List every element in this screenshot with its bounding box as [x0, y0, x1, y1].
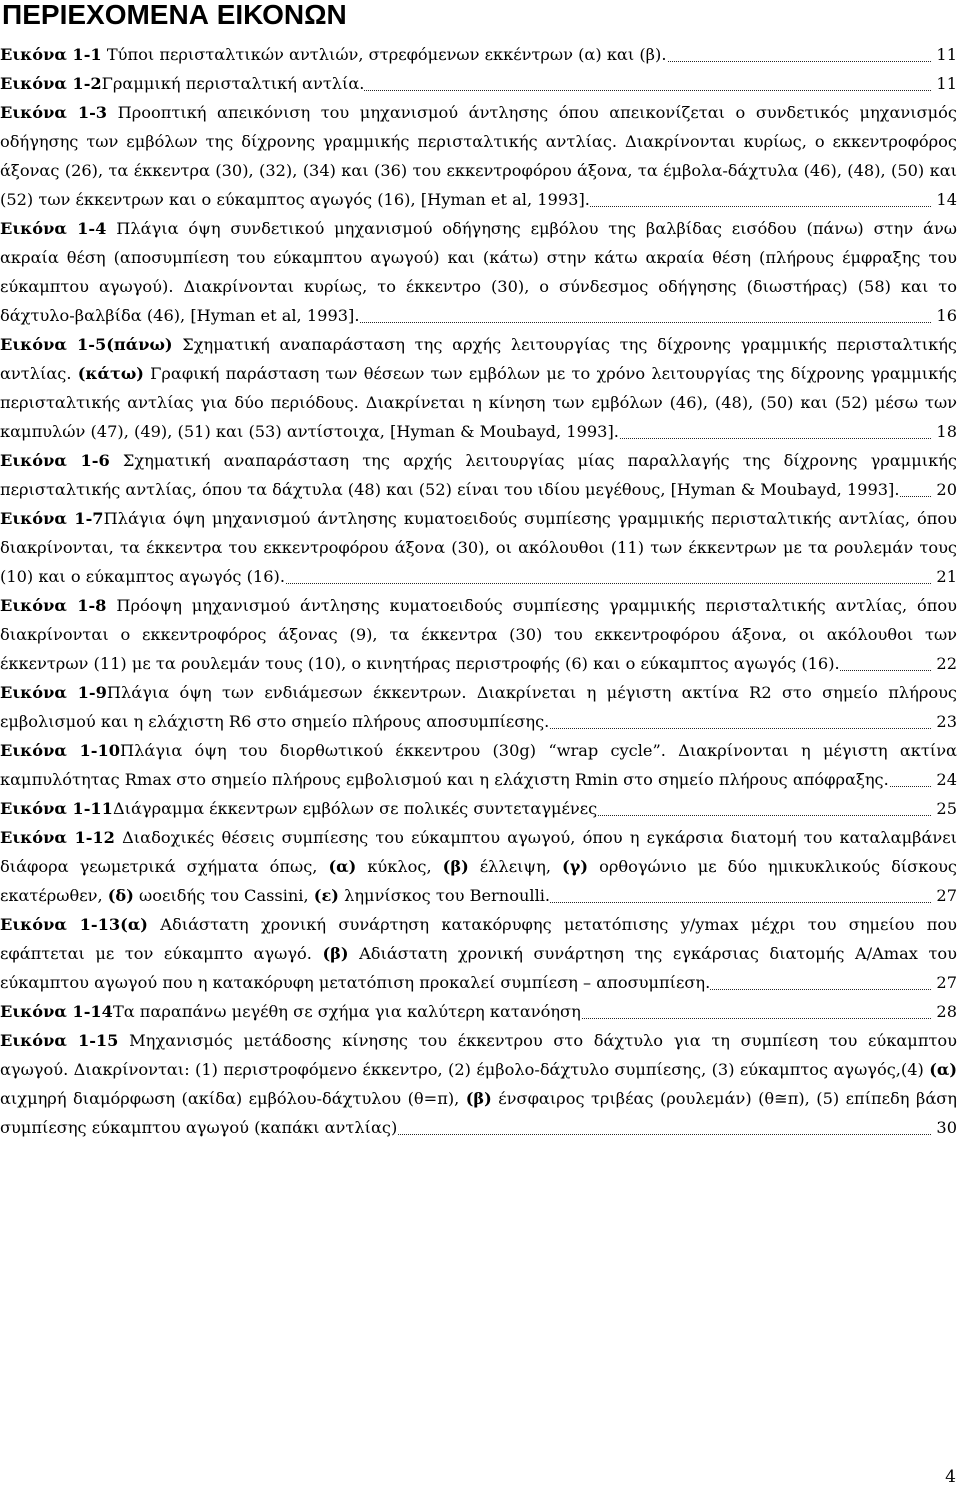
figure-label: Εικόνα 1-11	[0, 799, 113, 818]
page-ref: 24	[931, 765, 957, 794]
figure-label: Εικόνα 1-5	[0, 335, 107, 354]
figure-caption: λημνίσκος του Bernoulli.	[338, 886, 551, 905]
caption-bold: (δ)	[107, 886, 134, 905]
figure-caption: Πλάγια όψη του διορθωτικού έκκεντρου (30g) “wrap cycle”. Διακρίνονται η μέγιστη ακτίνα καμπυλότητας Rmax στο σημείο πλήρους εμβολισμού και η ελάχιστη Rmin στο σημείο πλήρους απόφραξης.	[0, 741, 957, 789]
figure-caption: αιχμηρή διαμόρφωση (ακίδα) εμβόλου-δάχτυλου (θ=π),	[0, 1089, 466, 1108]
caption-bold: (α)	[929, 1060, 957, 1079]
page-ref: 30	[931, 1113, 957, 1142]
page-ref: 11	[931, 40, 957, 69]
page-ref: 25	[931, 794, 957, 823]
page-ref: 11	[931, 69, 957, 98]
figure-caption: Μηχανισμός μετάδοσης κίνησης του έκκεντρου στο δάχτυλο για τη συμπίεση του εύκαμπτου αγωγού. Διακρίνονται: (1) περιστροφόμενο έκκεντρο, (2) έμβολο-δάχτυλο συμπίεσης, (3) εύκαμπτος αγωγός,(4)	[0, 1031, 957, 1079]
figure-label: Εικόνα 1-6	[0, 451, 110, 470]
toc-entry-1-10[interactable]	[0, 736, 957, 794]
page-ref: 27	[931, 968, 957, 997]
table-of-figures	[0, 40, 957, 1142]
toc-entry-1-13[interactable]	[0, 910, 957, 997]
figure-caption: Τα παραπάνω μεγέθη σε σχήμα για καλύτερη κατανόηση	[112, 1002, 581, 1021]
figure-caption: Πλάγια όψη των ενδιάμεσων έκκεντρων. Διακρίνεται η μέγιστη ακτίνα R2 στο σημείο πλήρους εμβολισμού και η ελάχιστη R6 στο σημείο πλήρους αποσυμπίεσης.	[0, 683, 957, 731]
figure-label: Εικόνα 1-1	[0, 45, 102, 64]
caption-bold: (β)	[322, 944, 349, 963]
toc-entry-1-5[interactable]	[0, 330, 957, 446]
page-title: ΠΕΡΙΕΧΟΜΕΝΑ ΕΙΚΟΝΩΝ	[2, 0, 347, 30]
toc-entry-1-11[interactable]	[0, 794, 957, 823]
figure-caption: Πρόοψη μηχανισμού άντλησης κυματοειδούς συμπίεσης γραμμικής περισταλτικής αντλίας, όπου διακρίνονται ο εκκεντροφόρος άξονας (9), τα έκκεντρα (30) του εκκεντροφόρου άξονα, οι ακόλουθοι των έκκεντρων (11) με τα ρουλεμάν τους (10), ο κινητήρας περιστροφής (6) και ο εύκαμπτος αγωγός (16).	[0, 596, 958, 673]
figure-caption: ωοειδής του Cassini,	[133, 886, 314, 905]
figure-label: Εικόνα 1-13(α)	[0, 915, 148, 934]
figure-caption: Γραφική παράσταση των θέσεων των εμβόλων με το χρόνο λειτουργίας της δίχρονης γραμμικής περισταλτικής αντλίας για δύο περιόδους. Διακρίνεται η κίνηση των εμβόλων (46), (48), (50) και (52) μέσω των καμπυλών (47), (49), (51) και (53) αντίστοιχα, [Hyman & Moubayd, 1993].	[0, 364, 957, 441]
toc-entry-1-1[interactable]	[0, 40, 957, 69]
figure-caption: ορθογώνιο με δύο ημικυκλικούς δίσκους εκατέρωθεν,	[0, 857, 957, 905]
page-number: 4	[945, 1467, 956, 1487]
page-ref: 22	[931, 649, 957, 678]
figure-caption: Σχηματική αναπαράσταση της αρχής λειτουργίας της δίχρονης γραμμικής περισταλτικής αντλίας.	[0, 335, 958, 383]
page-ref: 20	[931, 475, 957, 504]
toc-entry-1-2[interactable]	[0, 69, 957, 98]
figure-caption: Γραμμική περισταλτική αντλία.	[101, 74, 365, 93]
figure-caption: Διαδοχικές θέσεις συμπίεσης του εύκαμπτου αγωγού, όπου η εγκάρσια διατομή του καταλαμβάνει διάφορα γεωμετρικά σχήματα όπως,	[0, 828, 957, 876]
page-ref: 28	[931, 997, 957, 1026]
toc-entry-1-14[interactable]	[0, 997, 957, 1026]
figure-label: Εικόνα 1-10	[0, 741, 121, 760]
figure-label: Εικόνα 1-7	[0, 509, 104, 528]
figure-caption: Αδιάστατη χρονική συνάρτηση της εγκάρσιας διατομής A/Amax του εύκαμπτου αγωγού που η κατακόρυφη μετατόπιση προκαλεί συμπίεση – αποσυμπίεση.	[0, 944, 957, 992]
caption-bold: (β)	[465, 1089, 492, 1108]
figure-caption: Τύποι περισταλτικών αντλιών, στρεφόμενων εκκέντρων (α) και (β).	[101, 45, 667, 64]
caption-bold: (α)	[328, 857, 357, 876]
figure-label: Εικόνα 1-3	[0, 103, 108, 122]
figure-caption: Προοπτική απεικόνιση του μηχανισμού άντλησης όπου απεικονίζεται ο συνδετικός μηχανισμός οδήγησης των εμβόλων της δίχρονης γραμμικής περισταλτικής αντλίας. Διακρίνονται κυρίως, ο εκκεντροφόρος άξονας (26), τα έκκεντρα (30), (32), (34) και (36) του εκκεντροφόρου άξονα, τα έμβολα-δάχτυλα (46), (48), (50) και (52) των έκκεντρων και ο εύκαμπτος αγωγός (16), [Hyman et al, 1993].	[0, 103, 957, 209]
toc-entry-1-4[interactable]	[0, 214, 957, 330]
page-ref: 14	[931, 185, 957, 214]
toc-entry-1-15[interactable]	[0, 1026, 957, 1142]
figure-label: Εικόνα 1-8	[0, 596, 107, 615]
figure-caption: ένσφαιρος τριβέας (ρουλεμάν) (θ≅π), (5) επίπεδη βάση συμπίεσης εύκαμπτου αγωγού (καπάκι αντλίας)	[0, 1089, 957, 1137]
toc-entry-1-6[interactable]	[0, 446, 957, 504]
caption-bold: (πάνω)	[106, 335, 173, 354]
figure-label: Εικόνα 1-14	[0, 1002, 113, 1021]
page-ref: 16	[931, 301, 957, 330]
figure-label: Εικόνα 1-12	[0, 828, 115, 847]
figure-label: Εικόνα 1-4	[0, 219, 107, 238]
caption-bold: (κάτω)	[77, 364, 144, 383]
toc-entry-1-12[interactable]	[0, 823, 957, 910]
figure-label: Εικόνα 1-2	[0, 74, 102, 93]
figure-caption: Πλάγια όψη συνδετικού μηχανισμού οδήγησης εμβόλου της βαλβίδας εισόδου (πάνω) στην άνω ακραία θέση (αποσυμπίεση του εύκαμπτου αγωγού) και (κάτω) στην κάτω ακραία θέση (πλήρους έμφραξης του εύκαμπτου αγωγού). Διακρίνονται κυρίως, το έκκεντρο (30), ο σύνδεσμος οδήγησης (διωστήρας) (58) και το δάχτυλο-βαλβίδα (46), [Hyman et al, 1993].	[0, 219, 958, 325]
figure-caption: κύκλος,	[356, 857, 443, 876]
toc-entry-1-7[interactable]	[0, 504, 957, 591]
caption-bold: (β)	[442, 857, 469, 876]
figure-caption: Σχηματική αναπαράσταση της αρχής λειτουργίας μίας παραλλαγής της δίχρονης γραμμικής περισταλτικής αντλίας, όπου τα δάχτυλα (48) και (52) είναι του ιδίου μεγέθους, [Hyman & Moubayd, 1993].	[0, 451, 958, 499]
figure-caption: έλλειψη,	[468, 857, 563, 876]
figure-caption: Διάγραμμα έκκεντρων εμβόλων σε πολικές συντεταγμένες	[112, 799, 598, 818]
figure-label: Εικόνα 1-15	[0, 1031, 119, 1050]
toc-entry-1-3[interactable]	[0, 98, 957, 214]
figure-caption: Πλάγια όψη μηχανισμού άντλησης κυματοειδούς συμπίεσης γραμμικής περισταλτικής αντλίας, όπου διακρίνονται, τα έκκεντρα του εκκεντροφόρου άξονα (30), οι ακόλουθοι (11) των έκκεντρων με τα ρουλεμάν τους (10) και ο εύκαμπτος αγωγός (16).	[0, 509, 957, 586]
caption-bold: (ε)	[313, 886, 339, 905]
page-ref: 18	[931, 417, 957, 446]
page-ref: 27	[931, 881, 957, 910]
caption-bold: (γ)	[562, 857, 589, 876]
figure-label: Εικόνα 1-9	[0, 683, 107, 702]
page-ref: 23	[931, 707, 957, 736]
toc-entry-1-8[interactable]	[0, 591, 957, 678]
toc-entry-1-9[interactable]	[0, 678, 957, 736]
page-ref: 21	[931, 562, 957, 591]
figure-caption: Αδιάστατη χρονική συνάρτηση κατακόρυφης μετατόπισης y/ymax μέχρι του σημείου που εφάπτεται με τον εύκαμπτο αγωγό.	[0, 915, 957, 963]
